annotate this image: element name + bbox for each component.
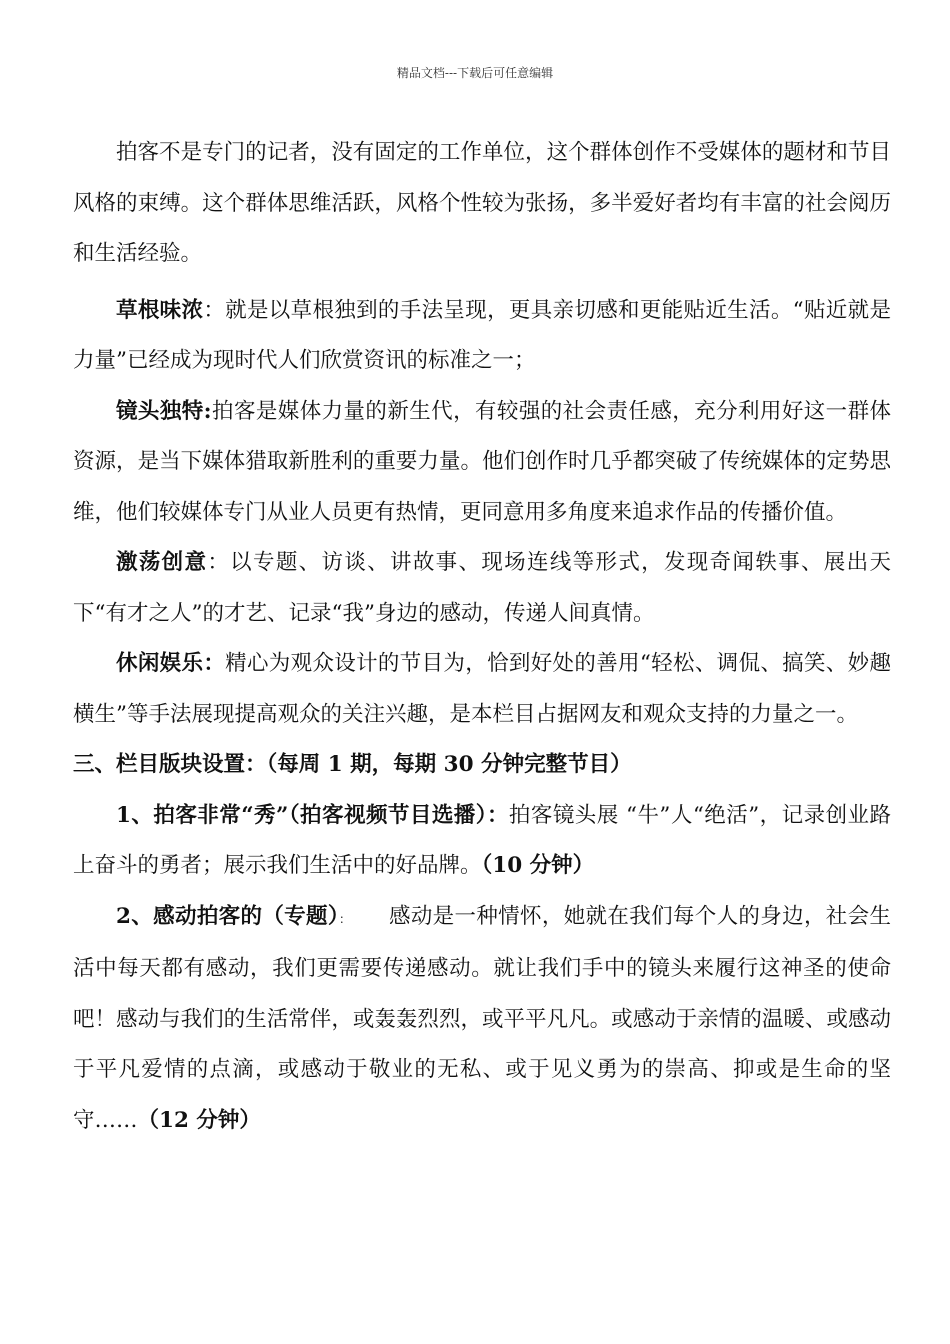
leisure-separator: ： <box>203 651 226 676</box>
section-heading-3-text: 三、栏目版块设置：（每周 1 期，每期 30 分钟完整节目） <box>73 752 632 777</box>
section-heading-3 <box>73 740 891 791</box>
paragraph-item1 <box>73 791 891 892</box>
grassroots-separator: ： <box>203 297 226 323</box>
item2-label: 2、感动拍客的（专题） <box>116 903 339 929</box>
lens-text: 拍客是媒体力量的新生代，有较强的社会责任感，充分利用好这一群体资源，是当下媒体猎取新胜利的重要力量。他们创作时几乎都突破了传统媒体的定势思维，他们较媒体专门从业人员更有热情，更同意用多角度来追求作品的传播价值。 <box>73 398 891 525</box>
paragraph-item2 <box>73 892 891 1147</box>
paragraph-creative <box>73 538 891 639</box>
item1-text: 拍客镜头展 “牛”人“绝活”，记录创业路上奋斗的勇者；展示我们生活中的好品牌。 <box>73 802 891 878</box>
item2-separator: ： <box>338 911 346 926</box>
grassroots-label: 草根味浓 <box>116 297 204 323</box>
creative-label: 激荡创意 <box>116 550 208 575</box>
paragraph-leisure <box>73 639 891 740</box>
item1-label: 1、拍客非常“秀”（拍客视频节目选播）： <box>116 802 509 828</box>
paragraph-lens <box>73 387 891 539</box>
creative-text: 以专题、访谈、讲故事、现场连线等形式，发现奇闻轶事、展出天下“有才之人”的才艺、记录“我”身边的感动，传递人间真情。 <box>73 550 891 626</box>
leisure-text: 精心为观众设计的节目为，恰到好处的善用“轻松、调侃、搞笑、妙趣横生”等手法展现提高观众的关注兴趣，是本栏目占据网友和观众支持的力量之一。 <box>73 651 891 727</box>
paragraph-intro: 拍客不是专门的记者，没有固定的工作单位，这个群体创作不受媒体的题材和节目风格的束缚。这个群体思维活跃，风格个性较为张扬，多半爱好者均有丰富的社会阅历和生活经验。 <box>73 140 891 266</box>
item1-duration: （10 分钟） <box>481 853 595 878</box>
item2-text: 感动是一种情怀，她就在我们每个人的身边，社会生活中每天都有感动，我们更需要传递感动。就让我们手中的镜头来履行这神圣的使命吧！感动与我们的生活常伴，或轰轰烈烈，或平平凡凡。或感动于亲情的温暖、或感动于平凡爱情的点滴，或感动于敬业的无私、或于见义勇为的崇高、抑或是生命的坚守…… <box>73 903 891 1133</box>
grassroots-text: 就是以草根独到的手法呈现，更具亲切感和更能贴近生活。“贴近就是力量”已经成为现时代人们欣赏资讯的标准之一； <box>73 297 891 373</box>
item2-spacer <box>345 904 389 929</box>
item2-duration: （12 分钟） <box>137 1107 261 1133</box>
leisure-label: 休闲娱乐 <box>116 651 204 676</box>
document-body <box>73 128 891 1146</box>
paragraph-grassroots <box>73 286 891 387</box>
page-header: 精品文档---下载后可任意编辑 <box>396 66 554 80</box>
lens-label: 镜头独特: <box>116 398 212 424</box>
creative-separator: ： <box>207 550 231 575</box>
